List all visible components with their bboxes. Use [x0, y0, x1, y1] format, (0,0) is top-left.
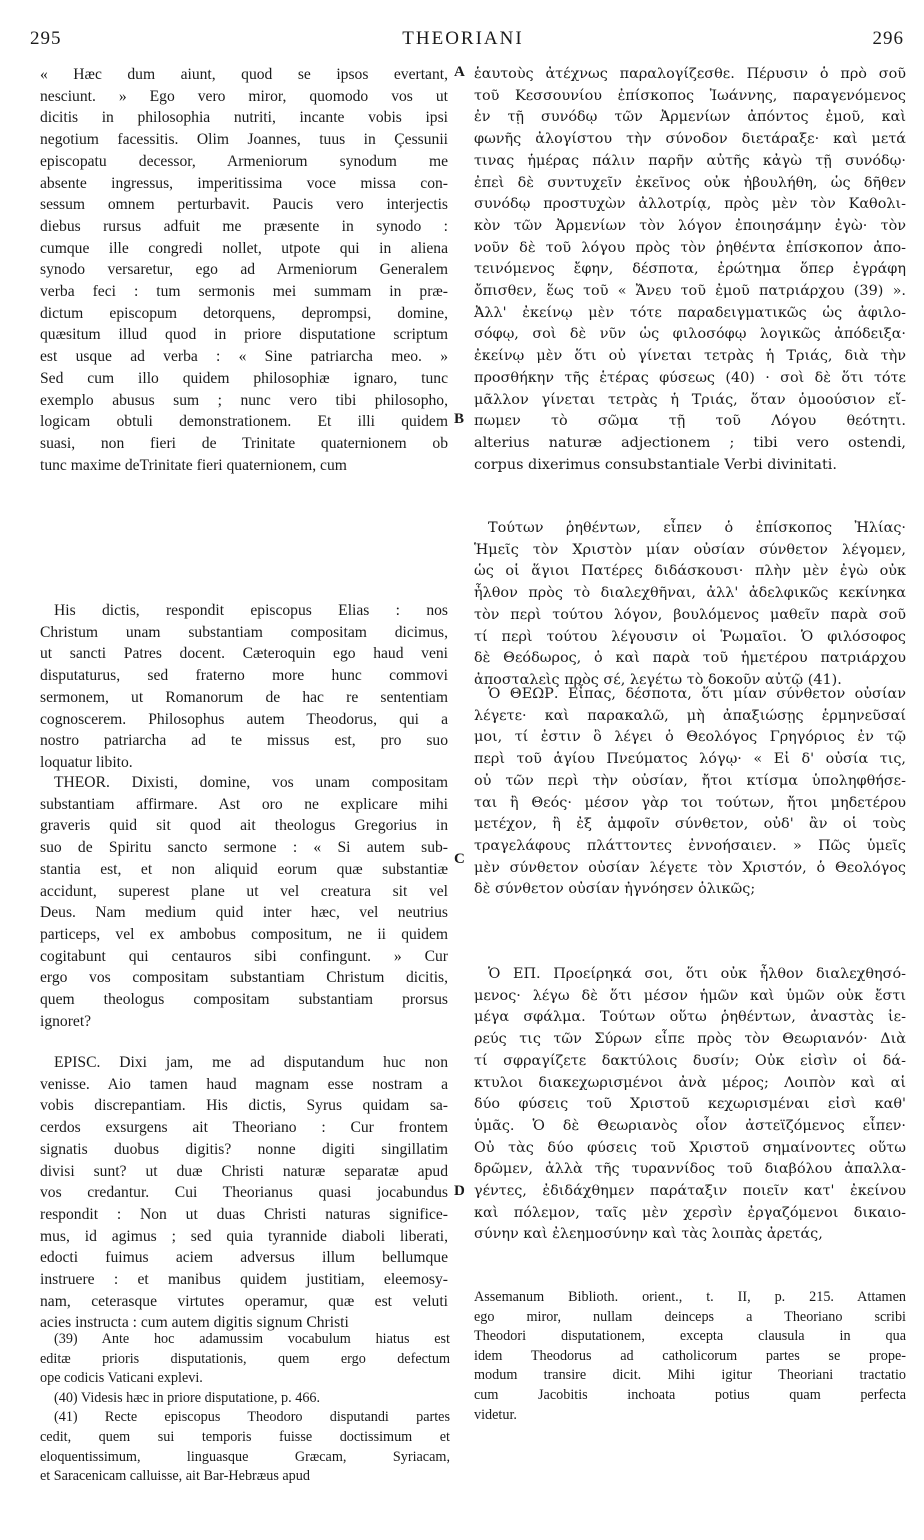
text-line: ergo vos compositam substantiam Christum dicitis, [40, 969, 448, 987]
text-line: cum Jacobitis inchoata potius quam perfecta [474, 1386, 906, 1403]
text-line: ope codicis Vaticani explevi. [40, 1370, 203, 1387]
page-number-right: 296 [872, 28, 904, 49]
text-line: περὶ τοῦ ἁγίου Πνεύματος λόγῳ· « Εἰ δ' οὐσία τις, [474, 751, 906, 768]
text-line: synodo versaretur, ego ad Armeniorum Generalem [40, 261, 448, 279]
text-line: alterius naturæ adjectionem ; tibi vero ostendi, [474, 434, 906, 451]
text-line: Ἡμεῖς τὸν Χριστὸν μίαν οὐσίαν σύνθετον λέγομεν, [474, 541, 906, 558]
latin-paragraph [40, 600, 448, 774]
text-line: τραγελάφους πλάττοντες ἐννοήσαιεν. » Πῶς ὑμεῖς [474, 837, 906, 854]
latin-paragraph [40, 772, 448, 1032]
text-line: cerdos exsurgens ait Theoriano : Cur frontem [40, 1119, 448, 1137]
text-line: mus, id agimus ; sed quia tyrannide diaboli liberati, [40, 1227, 448, 1245]
text-line: ἑαυτοὺς ἀτέχνως παραλογίζεσθε. Πέρυσιν ὁ πρὸ σοῦ [474, 66, 906, 82]
text-line: stantia est, et non aliquid eorum quæ substantiæ [40, 860, 448, 878]
text-line: venisse. Aio tamen haud magnam esse nostram a [40, 1075, 448, 1093]
text-line: Assemanum Biblioth. orient., t. II, p. 215. Attamen [474, 1289, 906, 1305]
text-line: ἐν τῇ συνόδῳ τῶν Ἀρμενίων ἀπόντος ἐμοῦ, καὶ [474, 109, 906, 126]
text-line: ut sancti Patres docent. Cæteroquin ego haud veni [40, 645, 448, 663]
text-line: cumque ille congredi nollet, utpote qui in aliena [40, 239, 448, 257]
text-line: THEOR. Dixisti, domine, vos unam compositam [54, 774, 448, 791]
text-line: μὲν σύνθετον οὐσίαν λέγετε τὸν Χριστόν, ὁ Θεολόγος [474, 859, 906, 876]
text-line: sessum omnem perturbavit. Paucis vero interjectis [40, 196, 448, 214]
text-line: accidunt, superest plane ut vel creatura sit vel [40, 882, 448, 900]
text-line: σόφῳ, σοὶ δὲ νῦν ὡς φιλοσόφῳ λογικῶς ἀπόδειξα· [474, 326, 906, 343]
text-line: « Hæc dum aiunt, quod se ipsos evertant, [40, 66, 448, 83]
text-line: Οὐ τὰς δύο φύσεις τοῦ Χριστοῦ σημαίνοντες οὕτω [474, 1139, 906, 1156]
text-line: modum transire dicit. Mihi igitur Theoriani tractatio [474, 1367, 906, 1384]
section-marker-d: D [454, 1183, 465, 1199]
text-line: divisi sunt? ut duæ Christi naturæ separatæ apud [40, 1162, 448, 1180]
text-line: dictum episcopum detorquens, deprompsi, domine, [40, 304, 448, 322]
text-line: ἐκείνῳ μὲν ὅτι οὐ γίνεται τετρὰς ἡ Τριάς, διὰ τὴν [474, 348, 906, 365]
text-line: edocti fuimus aciem adversus illum bellumque [40, 1249, 448, 1267]
text-line: δὲ Θεόδωρος, ὁ καὶ παρὰ τοῦ ἡμετέρου πατριάρχου [474, 650, 906, 667]
latin-column [40, 64, 448, 1332]
text-line: κτυλοι διακεχωρισμένοι ἀνὰ μέρος; Λοιπὸν καὶ αἱ [474, 1074, 906, 1091]
page-number-left: 295 [30, 28, 62, 49]
text-line: disputaturus, sed fraterno more hunc commovi [40, 667, 448, 685]
text-line: πωμεν τὸ σῶμα τῇ τοῦ Λόγου θεότητι. [474, 413, 906, 430]
text-line: δρῶμεν, ἀλλὰ τῆς τυραννίδος τοῦ διαβόλου ἀπαλλα- [474, 1161, 906, 1178]
text-line: τεινόμενος ἔφην, δέσποτα, ἐρώτημα ὅπερ ἐγράφη [474, 261, 906, 278]
text-line: ἦλθον πρὸς τὸ διαλεχθῆναι, ἀλλ' ἀδελφικῶς κεκίνηκα [474, 585, 906, 602]
text-line: μετέχον, ἢ ἐξ ἀμφοῖν σύνθετον, οὐδ' ἂν οἱ τοὺς [474, 816, 906, 833]
section-marker-b: B [454, 411, 465, 427]
running-header [22, 28, 904, 58]
text-line: nostro patriarcha ad te missus est, pro suo [40, 732, 448, 750]
text-line: Ἀλλ' ἐκείνῳ μὲν τότε παραδειγματικῶς ὡς ἀφιλο- [474, 304, 906, 321]
footnote [40, 1389, 450, 1409]
text-line: absente ingressus, imperitissima voce missa con- [40, 174, 448, 192]
text-line: Deus. Nam medium quid inter hæc, vel neutrius [40, 904, 448, 922]
text-line: His dictis, respondit episcopus Elias : nos [54, 602, 448, 619]
text-line: ego miror, nullam deinceps a Theoriano scribi [474, 1308, 906, 1325]
text-line: tunc maxime deTrinitate fieri quaternionem, cum [40, 456, 347, 474]
latin-paragraph [40, 64, 448, 476]
text-line: σύνην καὶ ἐλεημοσύνην καὶ τὰς λοιπὰς ἀρετάς, [474, 1226, 823, 1243]
latin-paragraph [40, 1052, 448, 1334]
text-line: ignoret? [40, 1012, 92, 1030]
text-line: idem Theodorus ad catholicorum partes se prope- [474, 1347, 906, 1364]
text-line: ται ἢ Θεός· μέσον γὰρ τοι τούτων, ἤτοι μηδετέρου [474, 794, 906, 811]
text-line: instruere : et manibus quidem justitiam, eleemosy- [40, 1271, 448, 1289]
text-line: sermonem, ut Romanorum de hac re sententiam [40, 688, 448, 706]
footnote [40, 1408, 450, 1486]
greek-paragraph [474, 684, 906, 901]
text-line: cogitabunt qui centauros sibi confingunt. » Cur [40, 947, 448, 965]
text-line: nam, ceterasque virtutes operamur, quæ est veluti [40, 1292, 448, 1310]
greek-paragraph [474, 64, 906, 476]
text-line: μενος· λέγω δὲ ὅτι μέσον ἡμῶν καὶ ὑμῶν οὐκ ἔστι [474, 987, 906, 1004]
section-marker-a: A [454, 64, 465, 80]
text-line: (41) Recte episcopus Theodoro disputandi partes [54, 1409, 450, 1426]
greek-paragraph [474, 518, 906, 692]
text-line: verba feci : tum sermonis mei summam in præ- [40, 283, 448, 301]
text-line: Christum unam substantiam compositam dicimus, [40, 623, 448, 641]
text-line: eloquentissimum, linguasque Græcam, Syriacam, [40, 1448, 450, 1465]
text-line: acies instructa : cum autem digitis signum Christi [40, 1314, 349, 1332]
text-line: λέγετε· καὶ παρακαλῶ, μὴ ἀπαξιώσῃς ἑρμηνεῦσαί [474, 707, 906, 724]
greek-column [474, 64, 906, 1243]
text-line: ὡς οἱ ἅγιοι Πατέρες διδάσκουσι· πλὴν μὲν ἐγὼ οὐκ [474, 563, 906, 580]
text-line: μέγα σφάλμα. Τούτων οὕτω ῥηθέντων, ἀναστὰς ἱε- [474, 1009, 906, 1026]
text-line: μοι, τί ἐστιν ὃ λέγει ὁ Θεολόγος Γρηγόριος ἐν τῷ [474, 729, 906, 746]
text-line: EPISC. Dixi jam, me ad disputandum huc non [54, 1054, 448, 1071]
text-line: negotium facessitis. Olim Joannes, tuus in Çessunii [40, 131, 448, 149]
text-line: ἀποσταλεὶς πρὸς σέ, λεγέτω τὸ δοκοῦν αὐτῷ (41). [474, 671, 842, 688]
greek-paragraph [474, 964, 906, 1246]
text-line: quæsitum illud quod in priore disputatione scriptum [40, 326, 448, 344]
text-line: προσθήκην τῆς ἑτέρας φύσεως (40) · σοὶ δὲ ὅτι τότε [474, 369, 906, 386]
text-line: μᾶλλον γίνεται τετρὰς ἡ Τριάς, ὅταν ὁμοούσιον εἴ- [474, 391, 906, 408]
section-marker-c: C [454, 851, 465, 867]
text-line: (40) Videsis hæc in priore disputatione, p. 466. [54, 1389, 321, 1406]
text-line: editæ prioris disputationis, quem ergo defectum [40, 1350, 450, 1367]
text-line: τινας ἡμέρας πάλιν παρῆν αὐτῆς κἀγὼ τῇ συνόδῳ· [474, 152, 906, 169]
text-line: vobis discrepantiam. His dictis, Syrus quidam sa- [40, 1097, 448, 1115]
text-line: ἐπεὶ δὲ συντυχεῖν ἐκεῖνος οὐκ ἠβουλήθη, ὡς δῆθεν [474, 174, 906, 191]
text-line: ρεύς τις τῶν Σύρων εἶπε πρὸς τὸν Θεωριανόν· Διὰ [474, 1031, 906, 1048]
footnote-continuation [474, 1288, 906, 1425]
text-line: substantiam affirmare. Ast oro ne explicare mihi [40, 795, 448, 813]
text-line: est usque ad verba : « Sine patriarcha meo. » [40, 348, 448, 366]
text-line: τὸν περὶ τούτου λόγον, βουλόμενος μαθεῖν παρὰ σοῦ [474, 606, 906, 623]
text-line: signatis duobus digitis? nonne digiti singillatim [40, 1140, 448, 1158]
text-line: loquatur libito. [40, 753, 133, 771]
text-line: φωνῆς ἀλογίστου τὴν σύνοδον διετάραξε· καὶ μετά [474, 131, 906, 148]
text-line: δὲ σύνθετον οὐσίαν ἠγνόησεν ὁλικῶς; [474, 881, 756, 898]
text-line: nesciunt. » Ego vero miror, quomodo vos ut [40, 87, 448, 105]
text-line: Ὁ ΘΕΩΡ. Εἶπας, δέσποτα, ὅτι μίαν σύνθετον οὐσίαν [488, 686, 906, 702]
text-line: τοῦ Κεσσουνίου ἐπίσκοπος Ἰωάννης, παραγενόμενος [474, 87, 906, 104]
text-line: Theodori disputationem, excepta clausula in qua [474, 1328, 906, 1345]
text-line: δύο φύσεις τοῦ Χριστοῦ κεχωρισμέναι εἰσὶ καθ' [474, 1096, 906, 1113]
running-title: THEORIANI [402, 28, 524, 49]
text-line: τί περὶ τούτου λέγουσιν οἱ Ῥωμαῖοι. Ὁ φιλόσοφος [474, 628, 906, 645]
text-line: episcopatu decessor, Armeniorum synodum me [40, 152, 448, 170]
text-line: ὄπισθεν, ἕως τοῦ « Ἄνευ τοῦ ἐμοῦ πατριάρχου (39) ». [474, 283, 906, 300]
text-line: τί σφραγίζετε δακτύλοις δυσίν; Οὐκ εἰσὶν οἱ δά- [474, 1052, 906, 1069]
text-line: κὸν τῶν Ἀρμενίων τὸν λόγον ἐποιησάμην ἐγὼ· τὸν [474, 217, 906, 234]
text-line: diebus rursus adfuit me præsente in synodo : [40, 217, 448, 235]
text-line: συνόδῳ προστυχὼν ἀλλοτρίᾳ, πρὸς μὲν τὸν Καθολι- [474, 196, 906, 213]
footnotes-right [474, 1288, 906, 1425]
text-line: exemplo abusus sum ; nunc vero tibi philosopho, [40, 391, 448, 409]
text-line: graveris quid sit quod ait theologus Gregorius in [40, 817, 448, 835]
text-line: Sed cum illo quidem philosophiæ ignaro, tunc [40, 369, 448, 387]
text-line: quem theologus compositam substantiam prorsus [40, 991, 448, 1009]
footnote [40, 1330, 450, 1389]
text-line: et Saracenicam calluisse, ait Bar-Hebræus apud [40, 1468, 310, 1485]
text-line: cognoscerem. Philosophus autem Theodorus, qui a [40, 710, 448, 728]
text-line: οὐ τῶν περὶ τὴν οὐσίαν, ἤτοι κτίσμα ὑποληφθήσε- [474, 772, 906, 789]
footnotes-left [40, 1330, 450, 1487]
text-line: cedit, quem sui temporis fuisse doctissimum et [40, 1428, 450, 1445]
text-line: Ὁ ΕΠ. Προείρηκά σοι, ὅτι οὐκ ἦλθον διαλεχθησό- [488, 966, 906, 982]
text-line: (39) Ante hoc adamussim vocabulum hiatus est [54, 1331, 450, 1347]
text-line: corpus dixerimus consubstantiale Verbi divinitati. [474, 456, 837, 473]
text-line: vos credantur. Cui Theorianus quasi jocabundus [40, 1184, 448, 1202]
text-line: respondit : Non ut duas Christi naturas significe- [40, 1205, 448, 1223]
text-line: videtur. [474, 1406, 517, 1423]
text-line: suasi, non fieri de Trinitate quaternionem ob [40, 434, 448, 452]
text-line: νοῦν δὲ τοῦ λόγου πρὸς τὸν ῥηθέντα ἐπίσκοπον ἀπο- [474, 239, 906, 256]
text-line: καὶ πόλεμον, ταῖς μὲν χερσὶν ἐργαζόμενοι δικαιο- [474, 1204, 906, 1221]
text-line: suo de Spiritu sancto sermone : « Si autem sub- [40, 839, 448, 857]
text-line: Τούτων ῥηθέντων, εἶπεν ὁ ἐπίσκοπος Ἠλίας· [488, 520, 906, 536]
text-line: ὑμᾶς. Ὁ δὲ Θεωριανὸς οἷον ἀστεϊζόμενος εἶπεν· [474, 1117, 906, 1134]
text-line: logicam obtuli demonstrationem. Et illi quidem [40, 413, 448, 431]
text-line: γέντες, ἐδιδάχθημεν παράταξιν ποιεῖν κατ' ἐκείνου [474, 1183, 906, 1200]
text-line: particeps, vel ex ambobus compositum, ne ii quidem [40, 925, 448, 943]
text-line: dicitis in philosophia nutriti, incante vobis ipsi [40, 109, 448, 127]
